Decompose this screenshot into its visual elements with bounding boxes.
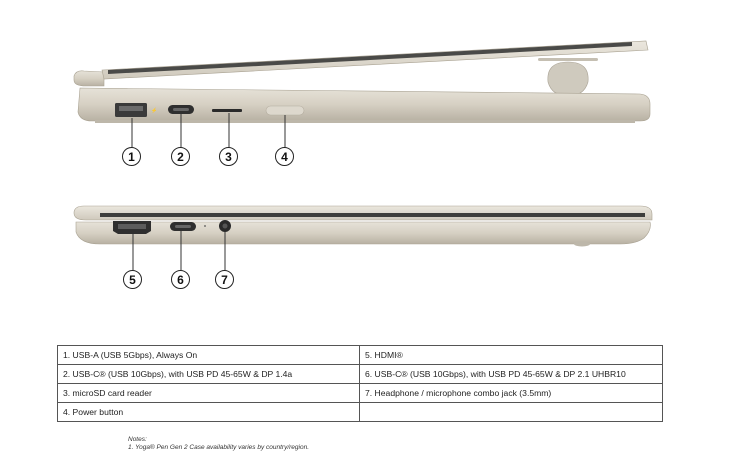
audio-jack-inner	[223, 224, 228, 229]
table-cell: 3. microSD card reader	[58, 384, 360, 403]
hinge	[74, 71, 104, 86]
table-cell	[360, 403, 663, 422]
table-cell: 7. Headphone / microphone combo jack (3.5mm)	[360, 384, 663, 403]
notes-heading: Notes:	[128, 436, 147, 443]
table-row	[58, 384, 663, 403]
microsd-slot	[212, 109, 242, 112]
ports-table	[57, 345, 663, 422]
table-row	[58, 403, 663, 422]
table-cell: 5. HDMI®	[360, 346, 663, 365]
closed-lid-seam	[100, 213, 645, 217]
table-row	[58, 346, 663, 365]
stylus-case	[548, 62, 588, 96]
usb-c-port-left-inner	[173, 108, 189, 111]
callout-5: 5	[123, 270, 142, 289]
left-side-view	[74, 41, 650, 123]
base	[78, 88, 650, 121]
indicator-led	[204, 225, 206, 227]
callout-3: 3	[219, 147, 238, 166]
usb-c-port-right-inner	[175, 225, 191, 228]
usb-a-glyph: ⚡	[151, 108, 158, 114]
rubber-foot	[574, 242, 590, 247]
callout-4: 4	[275, 147, 294, 166]
hdmi-port-inner	[118, 224, 146, 229]
power-button	[266, 106, 304, 115]
callout-2: 2	[171, 147, 190, 166]
closed-base	[76, 222, 650, 244]
callout-6: 6	[171, 270, 190, 289]
footnotes	[128, 436, 309, 452]
table-cell: 6. USB-C® (USB 10Gbps), with USB PD 45-65W & DP 2.1 UHBR10	[360, 365, 663, 384]
callout-7: 7	[215, 270, 234, 289]
right-side-view	[74, 206, 652, 247]
notes-line-1: 1. Yoga® Pen Gen 2 Case availability varies by country/region.	[128, 444, 309, 451]
callout-1: 1	[122, 147, 141, 166]
table-row	[58, 365, 663, 384]
table-cell: 2. USB-C® (USB 10Gbps), with USB PD 45-65W & DP 1.4a	[58, 365, 360, 384]
table-cell: 4. Power button	[58, 403, 360, 422]
stylus-clip	[538, 58, 598, 61]
base-foot	[95, 120, 635, 123]
table-cell: 1. USB-A (USB 5Gbps), Always On	[58, 346, 360, 365]
usb-a-port-inner	[119, 106, 143, 111]
